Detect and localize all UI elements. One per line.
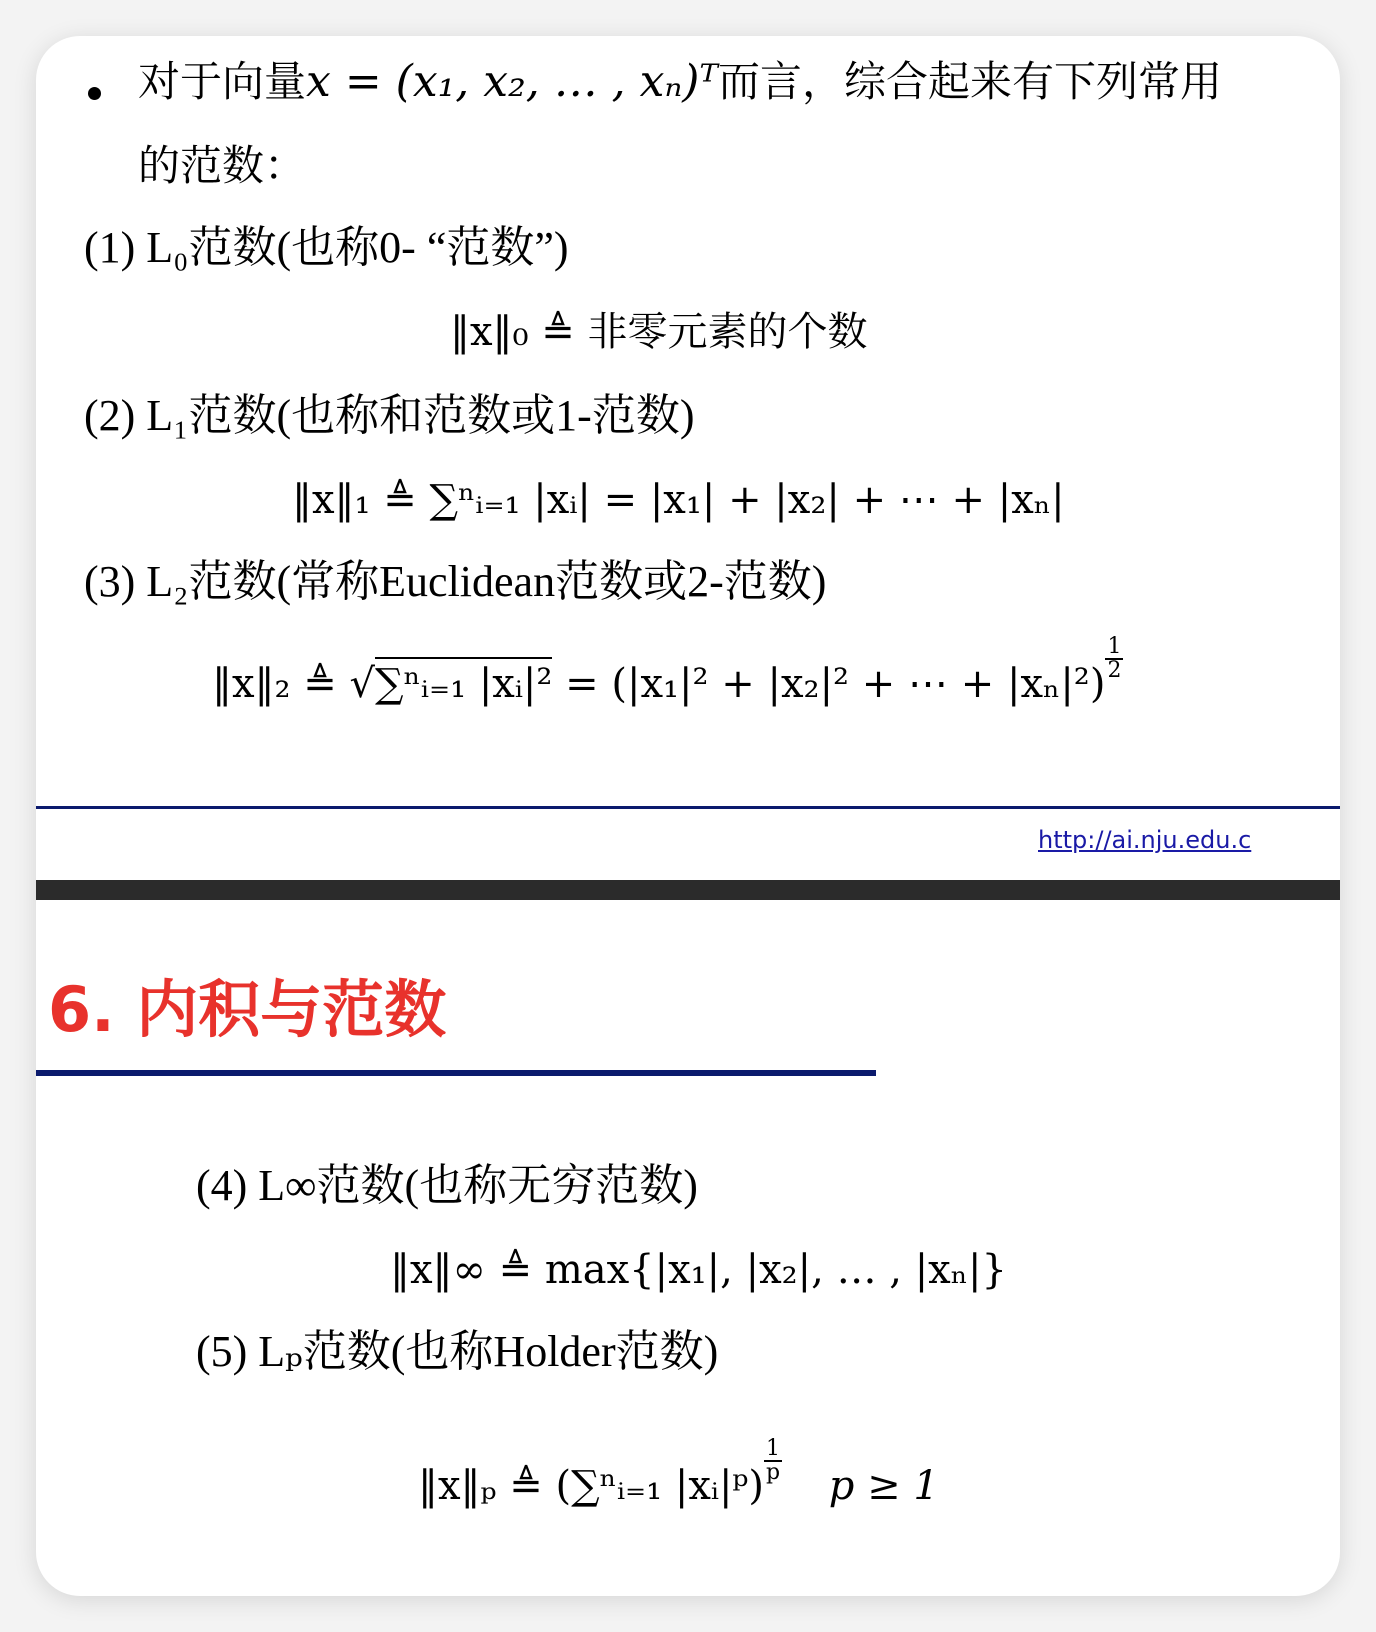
footer-rule [36, 806, 1340, 809]
title-underline [36, 1070, 876, 1076]
norm-lp-label: (5) Lₚ范数(也称Holder范数) [196, 1327, 719, 1376]
sqrt-symbol: √ [349, 660, 376, 707]
norm-linf-formula: ‖x‖∞ ≜ max{|x₁|, |x₂|, … , |xₙ|} [390, 1247, 1007, 1293]
norm-linf-label: (4) L∞范数(也称无穷范数) [196, 1161, 698, 1210]
norm-l2-formula: ‖x‖₂ ≜ √∑ⁿᵢ₌₁ |xᵢ|² = (|x₁|² + |x₂|² + ⋯ + |xₙ|²) $\frac{1}{2}$ [212, 634, 1122, 707]
page-title: 6. 内积与范数 [48, 973, 447, 1046]
lp-condition: p ≥ 1 [828, 1462, 939, 1509]
slide-divider [36, 880, 1340, 900]
norm-l2-label: (3) L₂范数(常称Euclidean范数或2-范数) [84, 557, 827, 606]
intro-line-2: 的范数： [138, 141, 307, 190]
intro-line-1 [138, 56, 1222, 109]
norm-l1-formula: ‖x‖₁ ≜ ∑ⁿᵢ₌₁ |xᵢ| = |x₁| + |x₂| + ⋯ + |xₙ| [292, 477, 1065, 523]
intro-prefix: 对于向量 [138, 57, 307, 106]
norm-lp-formula: ‖x‖ₚ ≜ (∑ⁿᵢ₌₁ |xᵢ|ᵖ) $\frac{1}{p}$ p ≥ 1 [418, 1436, 939, 1509]
exponent-inverse-p: $\frac{1}{p}$ [766, 1436, 781, 1485]
norm-l0-formula: ‖x‖₀ ≜ 非零元素的个数 [450, 309, 868, 355]
norm-l0-label: (1) L₀范数(也称0- “范数”) [84, 223, 569, 272]
bullet-dot [88, 87, 101, 100]
exponent-half: $\frac{1}{2}$ [1107, 634, 1122, 683]
footer-link[interactable]: http://ai.nju.edu.c [1038, 826, 1252, 854]
slide-card [36, 36, 1340, 1596]
intro-vector: x = (x₁, x₂, … , xₙ)ᵀ [306, 56, 718, 107]
intro-suffix: 而言，综合起来有下列常用 [717, 57, 1222, 106]
norm-l1-label: (2) L₁范数(也称和范数或1-范数) [84, 391, 695, 440]
sqrt-radicand: ∑ⁿᵢ₌₁ |xᵢ|² [375, 657, 552, 707]
